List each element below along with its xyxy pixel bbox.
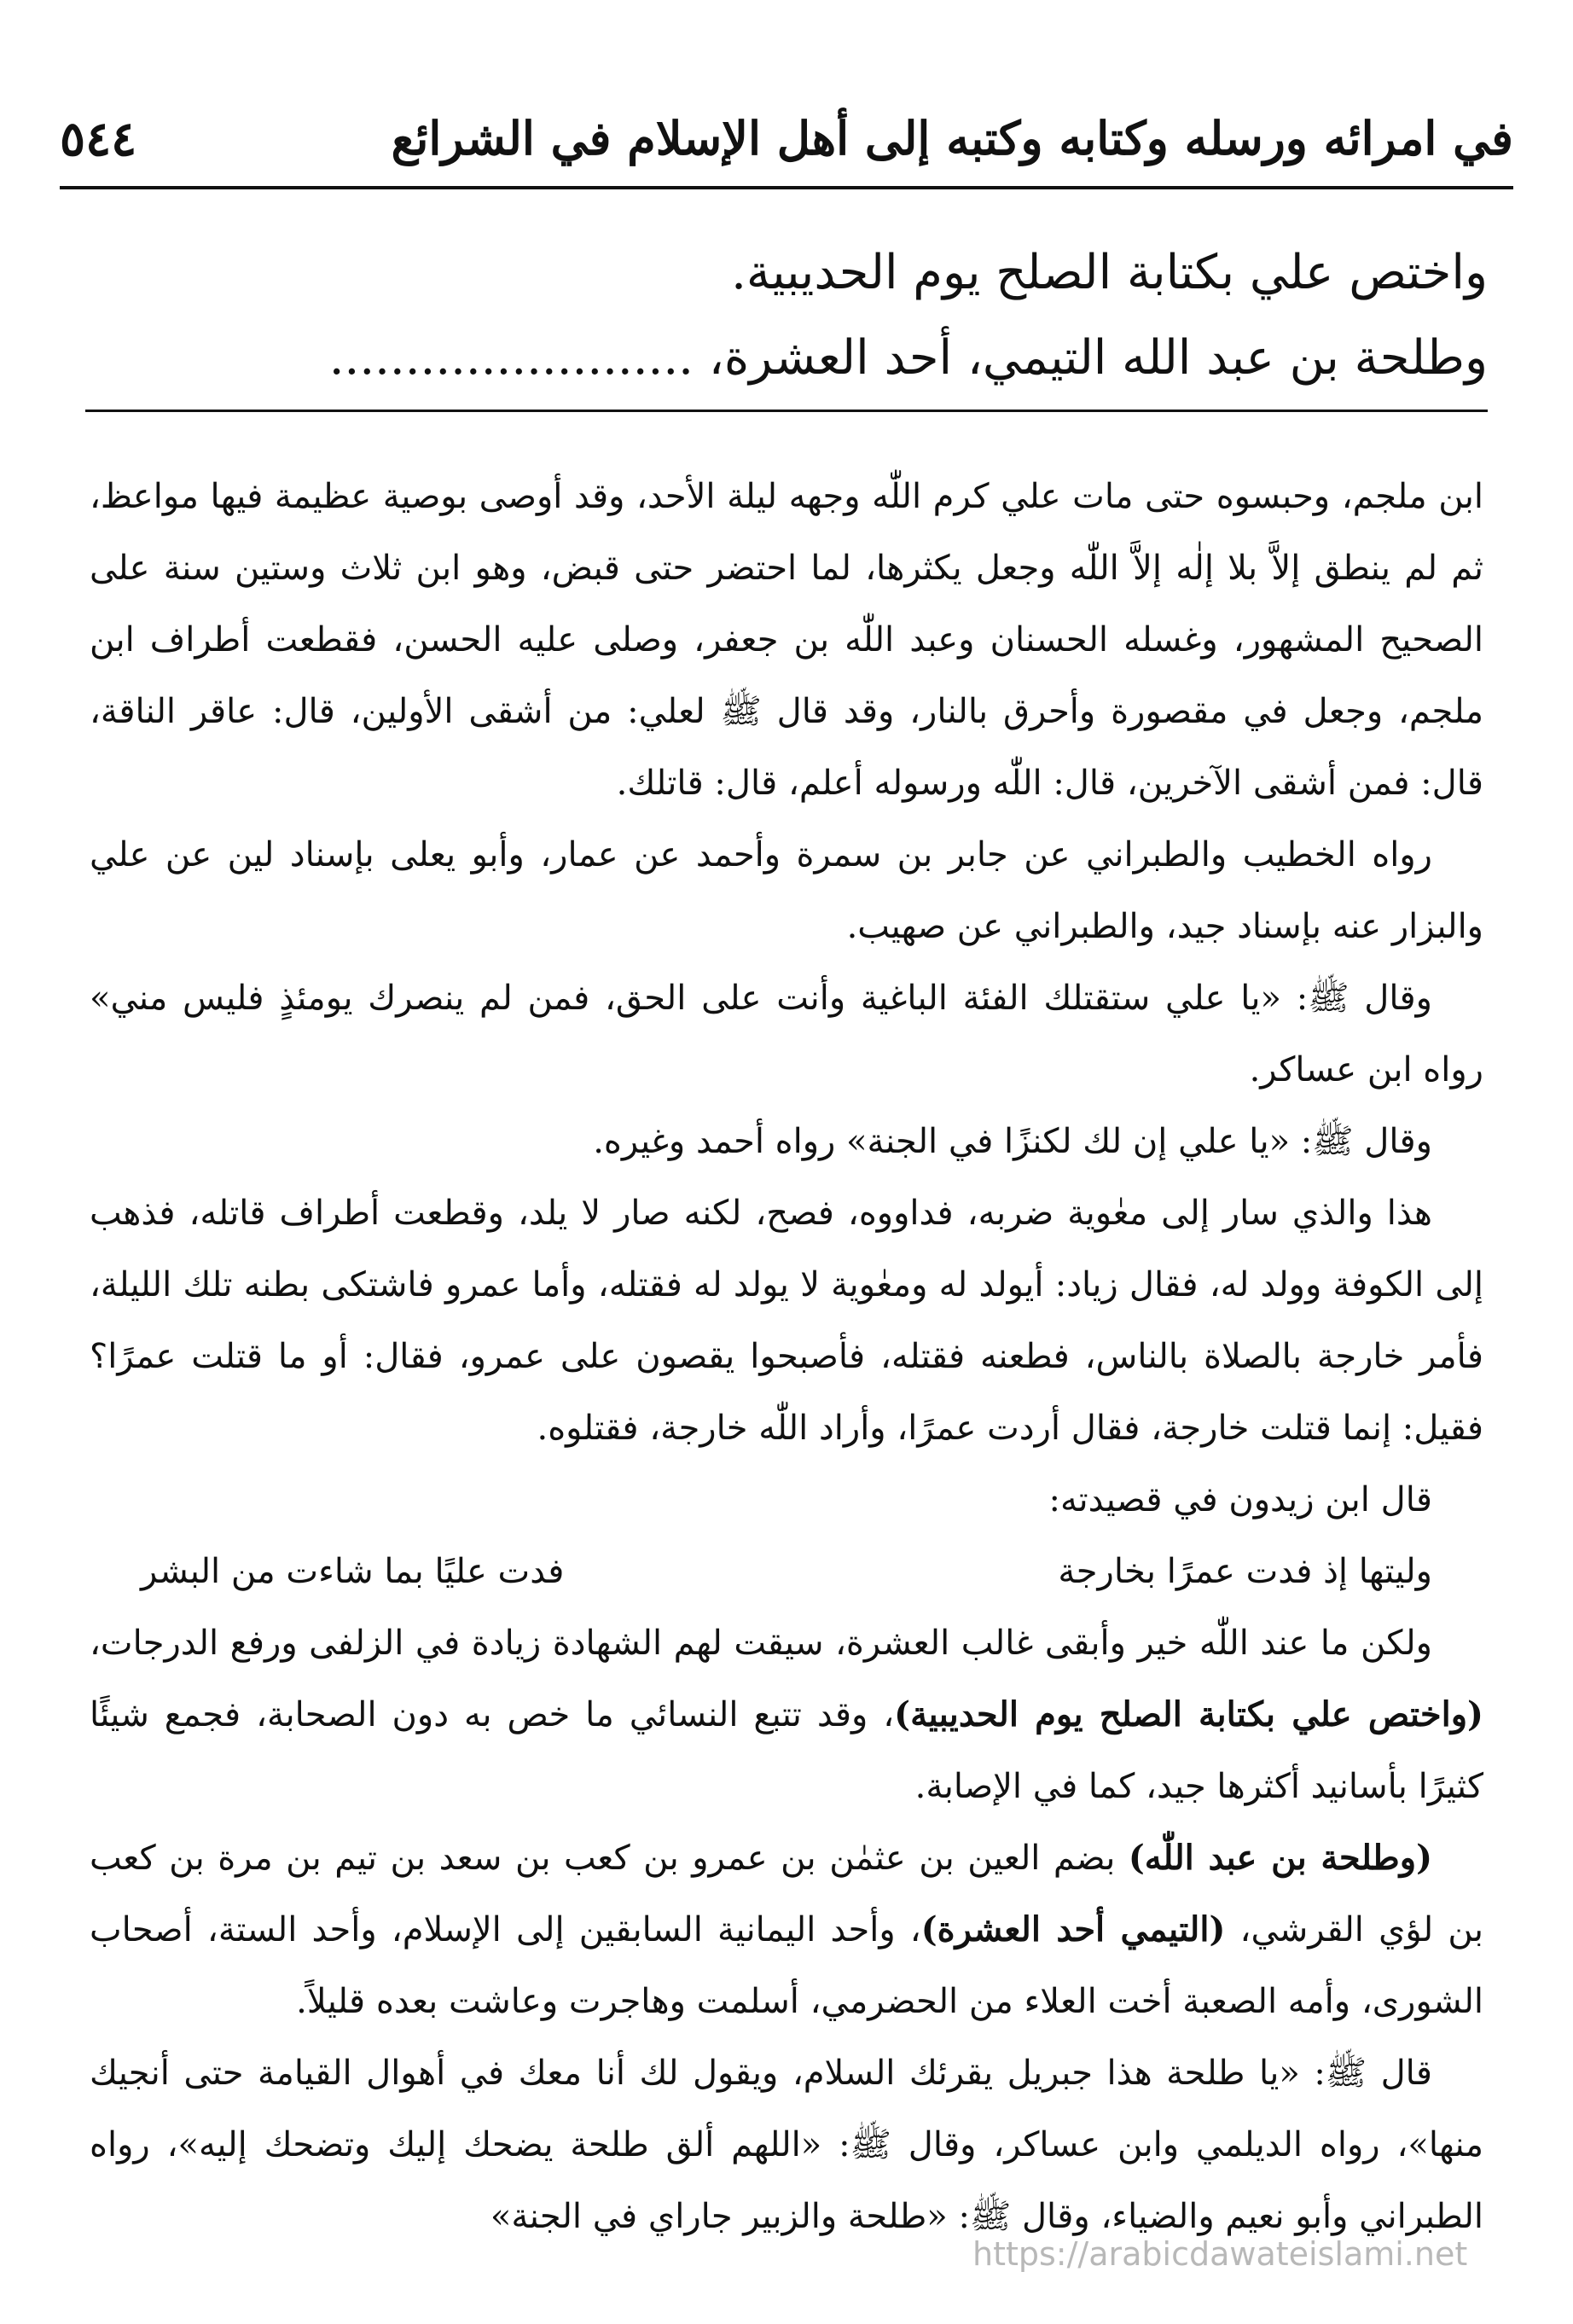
paragraph-2: رواه الخطيب والطبراني عن جابر بن سمرة وأحمد عن عمار، وأبو يعلى بإسناد لين عن علي والبزار عنه بإسناد جيد، والطبراني عن صهيب.	[90, 835, 1483, 946]
watermark-url: https://arabicdawateislami.net	[972, 2235, 1468, 2273]
paragraph-6: قال ابن زيدون في قصيدته:	[1048, 1480, 1432, 1519]
paragraph-7-quoted-matn: (واختص علي بكتابة الصلح يوم الحديبية)	[894, 1694, 1483, 1734]
matn-line-2: وطلحة بن عبد الله التيمي، أحد العشرة، ........................	[328, 330, 1488, 386]
paragraph-1: ابن ملجم، وحبسوه حتى مات علي كرم اللّٰه وجهه ليلة الأحد، وقد أوصى بوصية عظيمة فيها مواعظ، ثم لم ينطق إلاَّ بلا إلٰه إلاَّ اللّٰه وجعل يكثرها، لما احتضر حتى قبض، وهو ابن ثلاث وستين سنة على الصحيح المشهور، وغسله الحسنان وعبد اللّٰه بن جعفر، وصلى عليه الحسن، فقطعت أطراف ابن ملجم، وجعل في مقصورة وأحرق بالنار، وقد قال ﷺ لعلي: من أشقى الأولين، قال: عاقر الناقة، قال: فمن أشقى الآخرين، قال: اللّٰه ورسوله أعلم، قال: قاتلك.	[90, 477, 1483, 803]
paragraph-7-text-a: ولكن ما عند اللّٰه خير وأبقى غالب العشرة، سيقت لهم الشهادة زيادة في الزلفى ورفع الدرجات،	[90, 1624, 1432, 1663]
poetry-verse	[90, 1536, 1483, 1607]
paragraph-8-quoted-matn-2: (التيمي أحد العشرة)	[920, 1909, 1226, 1949]
page-header	[60, 111, 1513, 188]
matn-line-1: واختص علي بكتابة الصلح يوم الحديبية.	[731, 245, 1488, 300]
paragraph-8-text-b: ، وأحد اليمانية السابقين إلى الإسلام، وأحد الستة، أصحاب الشورى، وأمه الصعبة أخت العلاء من الحضرمي، أسلمت وهاجرت وعاشت بعده قليلاً.	[90, 1910, 1483, 2021]
paragraph-4: وقال ﷺ: «يا علي إن لك لكنزًا في الجنة» رواه أحمد وغيره.	[593, 1122, 1432, 1161]
paragraph-8-text-a: بضم العين بن عثمٰن بن عمرو بن كعب بن سعد بن تيم بن مرة بن كعب بن لؤي القرشي،	[90, 1839, 1483, 1949]
running-title: في امرائه ورسله وكتابه وكتبه إلى أهل الإسلام في الشرائع	[391, 111, 1513, 166]
matn-text	[85, 230, 1488, 401]
paragraph-8-quoted-matn-1: (وطلحة بن عبد اللّٰه)	[1128, 1838, 1433, 1878]
matn-commentary-divider	[85, 410, 1488, 412]
paragraph-7	[90, 1607, 1483, 1822]
verse-second-hemistich: فدت عليًا بما شاءت من البشر	[141, 1552, 565, 1591]
header-rule	[60, 186, 1513, 189]
paragraph-5: هذا والذي سار إلى معٰوية ضربه، فداووه، فصح، لكنه صار لا يلد، وقطعت أطراف قاتله، فذهب إلى الكوفة وولد له، فقال زياد: أيولد له ومعٰوية لا يولد له فقتله، وأما عمرو فاشتكى بطنه تلك الليلة، فأمر خارجة بالصلاة بالناس، فطعنه فقتله، فأصبحوا يقصون على عمرو، فقال: أو ما قتلت عمرًا؟ فقيل: إنما قتلت خارجة، فقال أردت عمرًا، وأراد اللّٰه خارجة، فقتلوه.	[90, 1194, 1483, 1448]
paragraph-9: قال ﷺ: «يا طلحة هذا جبريل يقرئك السلام، ويقول لك أنا معك في أهوال القيامة حتى أنجيك منها»، رواه الديلمي وابن عساكر، وقال ﷺ: «اللهم ألق طلحة يضحك إليك وتضحك إليه»، رواه الطبراني وأبو نعيم والضياء، وقال ﷺ: «طلحة والزبير جاراي في الجنة»	[90, 2054, 1483, 2236]
page-number: ٥٤٤	[60, 111, 137, 167]
commentary-text	[90, 461, 1483, 2252]
paragraph-8	[90, 1822, 1483, 2037]
verse-first-hemistich: وليتها إذ فدت عمرًا بخارجة	[1058, 1552, 1432, 1591]
paragraph-7-text-b: ، وقد تتبع النسائي ما خص به دون الصحابة، فجمع شيئًا كثيرًا بأسانيد أكثرها جيد، كما في الإصابة.	[90, 1695, 1483, 1806]
paragraph-3: وقال ﷺ: «يا علي ستقتلك الفئة الباغية وأنت على الحق، فمن لم ينصرك يومئذٍ فليس مني» رواه ابن عساكر.	[90, 979, 1483, 1089]
